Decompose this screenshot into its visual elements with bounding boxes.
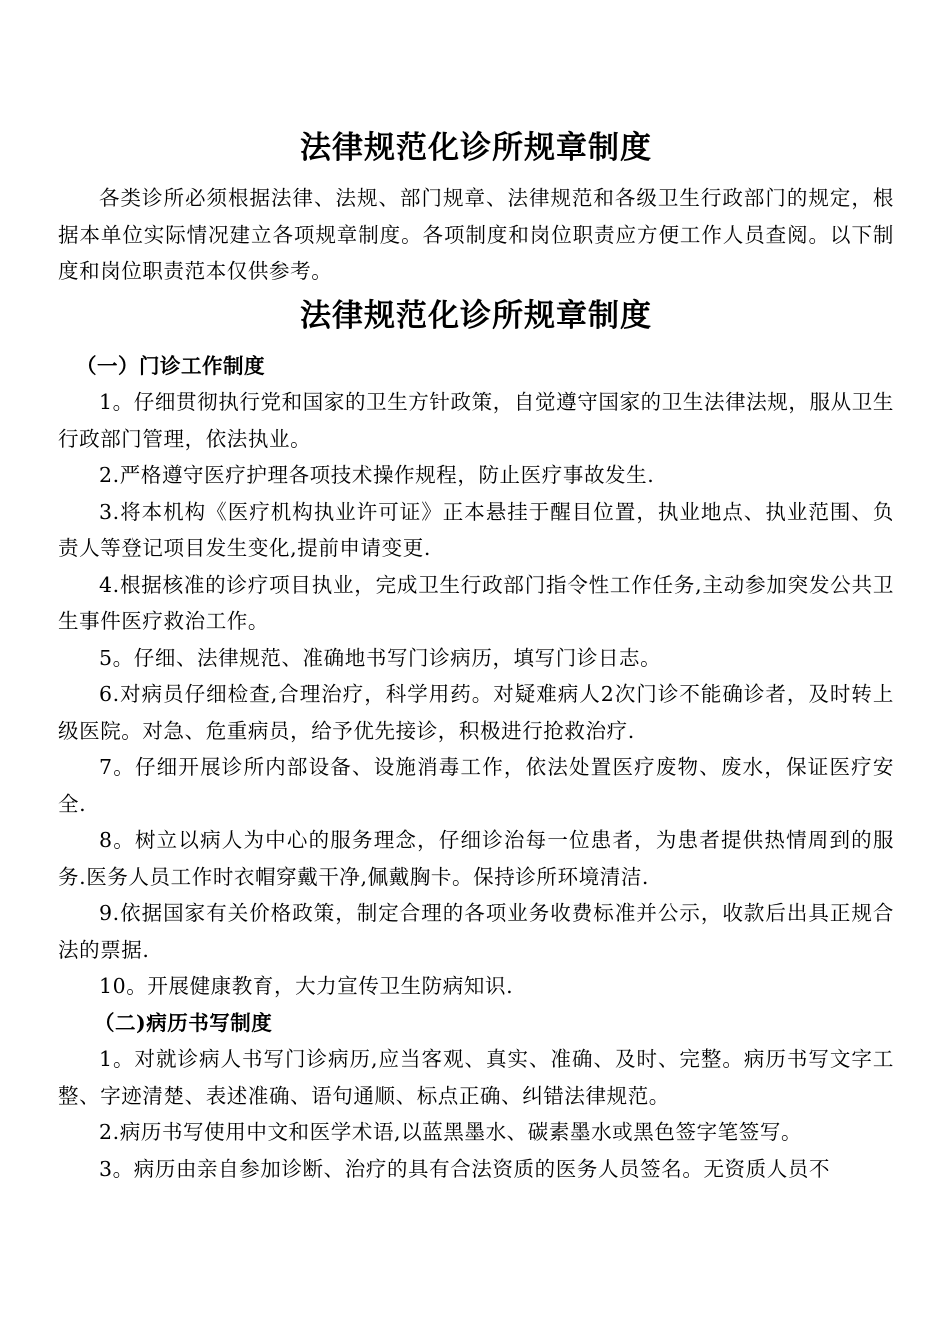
list-item: 1。对就诊病人书写门诊病历,应当客观、真实、准确、及时、完整。病历书写文字工整、字迹清楚、表述准确、语句通顺、标点正确、纠错法律规范。 [58,1047,894,1108]
list-item: 4.根据核准的诊疗项目执业，完成卫生行政部门指令性工作任务,主动参加突发公共卫生事件医疗救治工作。 [58,572,894,633]
list-item: 2.严格遵守医疗护理各项技术操作规程，防止医疗事故发生. [99,463,655,487]
intro-paragraph: 各类诊所必须根据法律、法规、部门规章、法律规范和各级卫生行政部门的规定，根据本单位实际情况建立各项规章制度。各项制度和岗位职责应方便工作人员查阅。以下制度和岗位职责范本仅供参考。 [58,186,894,283]
section-outpatient [58,348,894,1005]
list-item: 5。仔细、法律规范、准确地书写门诊病历，填写门诊日志。 [99,645,662,670]
document-page [58,118,894,1187]
section-heading: （一）门诊工作制度 [76,353,265,378]
list-item: 10。开展健康教育，大力宣传卫生防病知识. [99,974,514,998]
list-item: 3。病历由亲自参加诊断、治疗的具有合法资质的医务人员签名。无资质人员不 [99,1156,831,1181]
list-item: 9.依据国家有关价格政策，制定合理的各项业务收费标准并公示，收款后出具正规合法的票据. [58,901,894,962]
list-item: 2.病历书写使用中文和医学术语,以蓝黑墨水、碳素墨水或黑色签字笔签写。 [99,1120,803,1144]
list-item: 3.将本机构《医疗机构执业许可证》正本悬挂于醒目位置，执业地点、执业范围、负责人等登记项目发生变化,提前申请变更. [58,499,894,560]
section-heading: （二)病历书写制度 [94,1010,273,1035]
list-item: 7。仔细开展诊所内部设备、设施消毒工作，依法处置医疗废物、废水，保证医疗安全. [58,755,894,816]
list-item: 1。仔细贯彻执行党和国家的卫生方针政策，自觉遵守国家的卫生法律法规，服从卫生行政部门管理，依法执业。 [58,390,894,451]
section-medical-records [58,1005,894,1188]
list-item: 8。树立以病人为中心的服务理念，仔细诊治每一位患者，为患者提供热情周到的服务.医务人员工作时衣帽穿戴干净,佩戴胸卡。保持诊所环境清洁. [58,828,894,889]
document-subtitle: 法律规范化诊所规章制度 [300,297,652,334]
document-title: 法律规范化诊所规章制度 [300,130,652,166]
list-item: 6.对病员仔细检查,合理治疗，科学用药。对疑难病人2次门诊不能确诊者，及时转上级医院。对急、危重病员，给予优先接诊，积极进行抢救治疗. [58,682,894,743]
